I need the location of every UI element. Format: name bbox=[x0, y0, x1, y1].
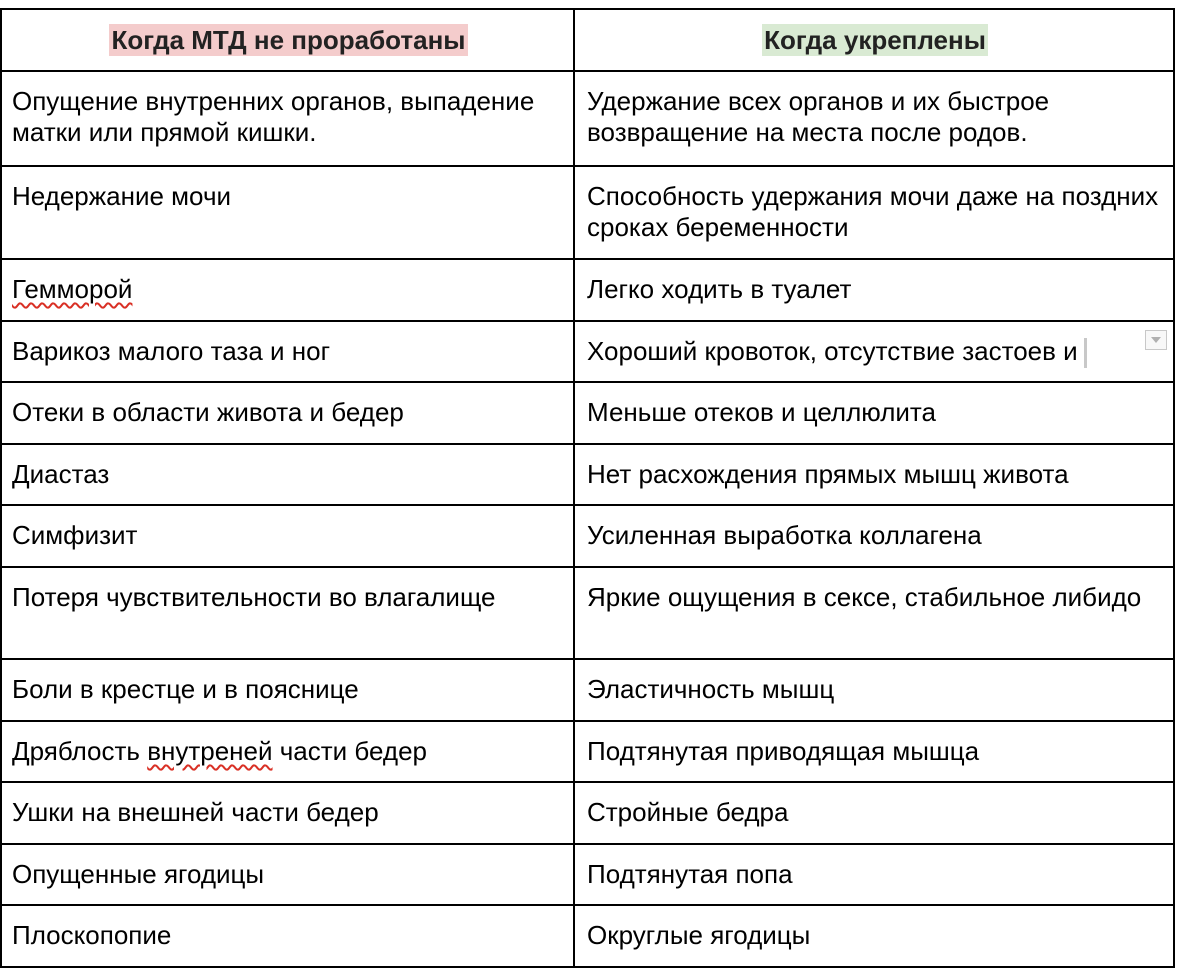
cell-text-part: Дряблость bbox=[12, 736, 148, 766]
table-row bbox=[1, 782, 1174, 844]
table-cell-left[interactable] bbox=[1, 782, 574, 844]
table-row bbox=[1, 321, 1174, 382]
cell-text: Нет расхождения прямых мышц живота bbox=[587, 459, 1069, 489]
cell-text: Легко ходить в туалет bbox=[587, 274, 852, 304]
table-row bbox=[1, 505, 1174, 567]
table-cell-left[interactable] bbox=[1, 166, 574, 259]
cell-text: Отеки в области живота и бедер bbox=[12, 397, 404, 427]
table-row bbox=[1, 259, 1174, 321]
table-cell-right[interactable] bbox=[574, 844, 1174, 905]
spelling-error-word: внутреней bbox=[147, 736, 273, 766]
table-row bbox=[1, 659, 1174, 721]
cell-text: Потеря чувствительности во влагалище bbox=[12, 582, 496, 612]
table-row bbox=[1, 721, 1174, 782]
table-cell-right[interactable] bbox=[574, 659, 1174, 721]
cell-text: Диастаз bbox=[12, 459, 110, 489]
table-cell-left[interactable] bbox=[1, 505, 574, 567]
cell-text: Подтянутая приводящая мышца bbox=[587, 736, 980, 766]
header-cell-right[interactable] bbox=[574, 9, 1174, 71]
table-row bbox=[1, 382, 1174, 444]
cell-text: Усиленная выработка коллагена bbox=[587, 520, 982, 550]
cell-text: Опущенные ягодицы bbox=[12, 859, 265, 889]
cell-text-truncated: Хороший кровоток, отсутствие застоев и bbox=[587, 336, 1078, 366]
table-cell-left[interactable] bbox=[1, 259, 574, 321]
table-row bbox=[1, 567, 1174, 659]
table-row bbox=[1, 844, 1174, 905]
text-cursor bbox=[1084, 338, 1087, 368]
cell-text: Плоскопопие bbox=[12, 920, 172, 950]
header-cell-left[interactable] bbox=[1, 9, 574, 71]
cell-text: Удержание всех органов и их быстрое возвращение на места после родов. bbox=[587, 86, 1050, 147]
cell-text bbox=[587, 322, 1165, 368]
cell-text bbox=[12, 260, 565, 305]
cell-text: Боли в крестце и в пояснице bbox=[12, 674, 359, 704]
table-cell-right[interactable] bbox=[574, 782, 1174, 844]
table-cell-right[interactable] bbox=[574, 505, 1174, 567]
comparison-table bbox=[0, 8, 1175, 968]
table-cell-left[interactable] bbox=[1, 905, 574, 967]
table-cell-right[interactable] bbox=[574, 444, 1174, 505]
table-cell-right[interactable] bbox=[574, 382, 1174, 444]
table-cell-right[interactable] bbox=[574, 259, 1174, 321]
table-cell-left[interactable] bbox=[1, 844, 574, 905]
cell-text bbox=[12, 722, 565, 767]
table-cell-left[interactable] bbox=[1, 71, 574, 166]
cell-text-part: части бедер bbox=[272, 736, 427, 766]
cell-text: Симфизит bbox=[12, 520, 138, 550]
cell-text: Ушки на внешней части бедер bbox=[12, 797, 379, 827]
cell-text: Опущение внутренних органов, выпадение матки или прямой кишки. bbox=[12, 86, 535, 147]
header-right-label: Когда укреплены bbox=[764, 24, 986, 55]
spelling-error-word: Гемморой bbox=[12, 274, 133, 304]
cell-text: Стройные бедра bbox=[587, 797, 789, 827]
table-row bbox=[1, 166, 1174, 259]
cell-text: Варикоз малого таза и ног bbox=[12, 336, 331, 366]
header-row bbox=[1, 9, 1174, 71]
table-cell-left[interactable] bbox=[1, 321, 574, 382]
table-cell-right[interactable] bbox=[574, 721, 1174, 782]
table-cell-left[interactable] bbox=[1, 382, 574, 444]
cell-text: Недержание мочи bbox=[12, 181, 232, 211]
table-cell-left[interactable] bbox=[1, 659, 574, 721]
table-cell-left[interactable] bbox=[1, 721, 574, 782]
cell-text: Способность удержания мочи даже на поздних сроках беременности bbox=[587, 181, 1159, 242]
table-cell-right[interactable] bbox=[574, 166, 1174, 259]
cell-text: Меньше отеков и целлюлита bbox=[587, 397, 936, 427]
chevron-down-icon[interactable] bbox=[1145, 330, 1167, 350]
cell-text: Эластичность мышц bbox=[587, 674, 835, 704]
table-row bbox=[1, 444, 1174, 505]
table-cell-right[interactable] bbox=[574, 321, 1174, 382]
cell-text: Яркие ощущения в сексе, стабильное либидо bbox=[587, 582, 1142, 612]
header-left-label: Когда МТД не проработаны bbox=[111, 24, 466, 55]
table-cell-right[interactable] bbox=[574, 905, 1174, 967]
table-cell-left[interactable] bbox=[1, 444, 574, 505]
table-row bbox=[1, 71, 1174, 166]
table-row bbox=[1, 905, 1174, 967]
table-cell-left[interactable] bbox=[1, 567, 574, 659]
cell-text: Округлые ягодицы bbox=[587, 920, 811, 950]
table-cell-right[interactable] bbox=[574, 71, 1174, 166]
cell-text: Подтянутая попа bbox=[587, 859, 793, 889]
table-cell-right[interactable] bbox=[574, 567, 1174, 659]
